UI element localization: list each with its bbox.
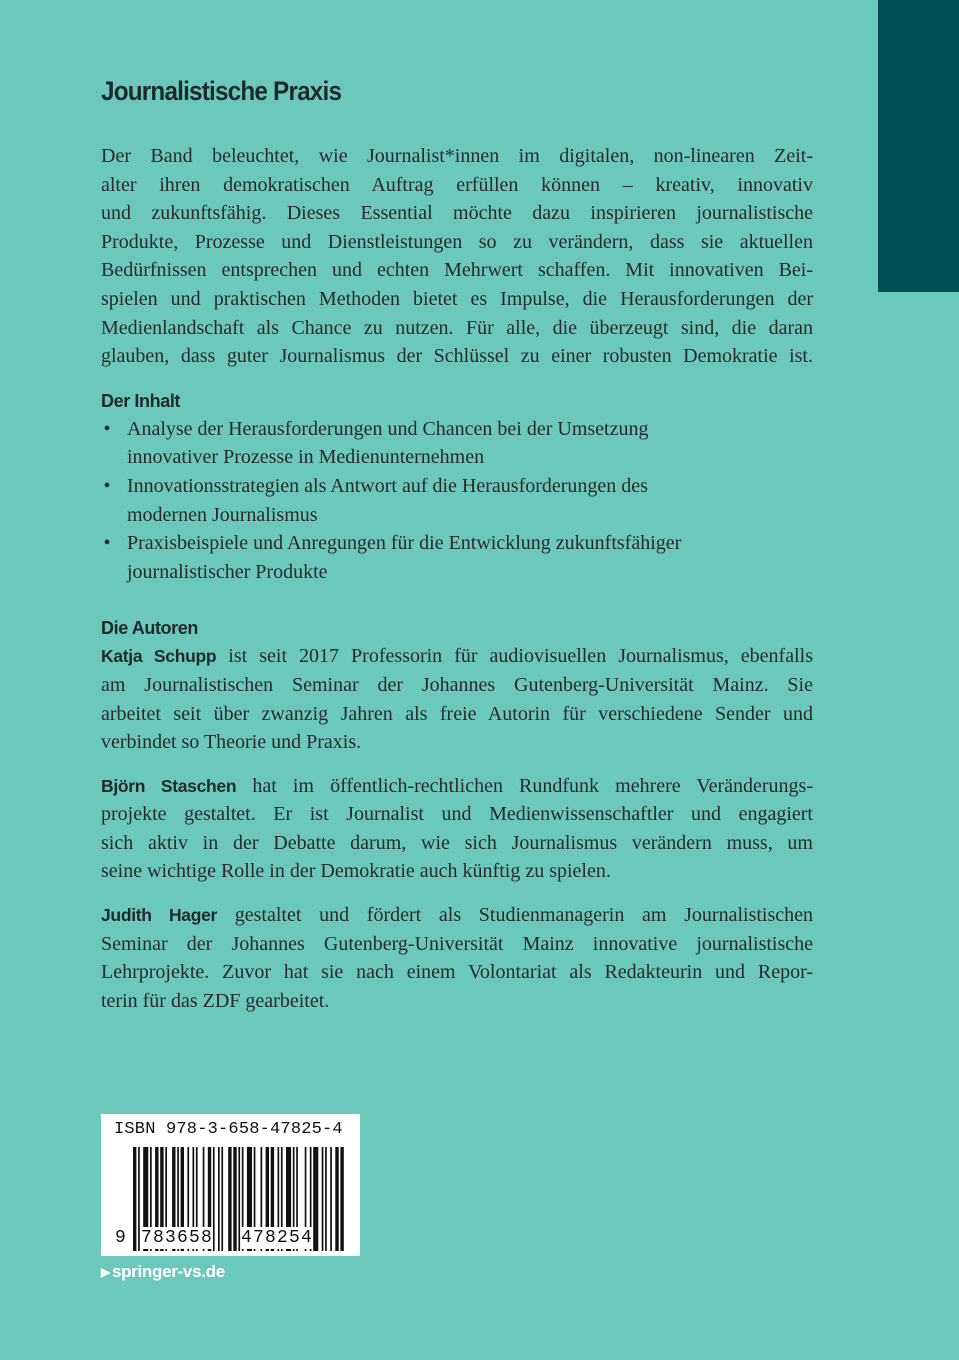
contents-heading: Der Inhalt [101, 390, 181, 411]
intro-line: Produkte, Prozesse und Dienstleistungen so zu verändern, dass sie aktuellen [101, 230, 813, 253]
barcode-digit-first: 9 [115, 1228, 128, 1248]
authors-heading: Die Autoren [101, 618, 198, 639]
author-bio-line [101, 772, 813, 801]
intro-line: Bedürfnissen entsprechen und echten Mehrwert schaffen. Mit innovativen Bei- [101, 259, 813, 282]
intro-paragraph [101, 142, 813, 371]
barcode-bar [213, 1147, 215, 1251]
barcode-bar [330, 1147, 332, 1251]
barcode-bar [238, 1147, 240, 1251]
list-item-line: innovativer Prozesse in Medienunternehmen [127, 446, 485, 469]
author-bio-line: Lehrprojekte. Zuvor hat sie nach einem Volontariat als Redakteurin und Repor- [101, 961, 813, 984]
author-name: Björn Staschen [101, 775, 237, 796]
list-item-line: Analyse der Herausforderungen und Chancen bei der Umsetzung [127, 417, 649, 440]
author-bio-line: terin für das ZDF gearbeitet. [101, 989, 330, 1012]
barcode-bar [313, 1147, 318, 1251]
intro-line: spielen und praktischen Methoden bietet es Impulse, die Herausforderungen der [101, 287, 813, 310]
author-bio-hager [101, 901, 813, 1015]
list-item [101, 472, 813, 529]
author-bio-text: gestaltet und fördert als Studienmanagerin am Journalistischen [217, 904, 814, 927]
website-text: springer-vs.de [111, 1262, 225, 1281]
barcode-bar [133, 1147, 136, 1251]
author-name: Katja Schupp [101, 646, 217, 667]
isbn-barcode [101, 1114, 360, 1256]
author-bio-line [101, 901, 813, 930]
intro-line: und zukunftsfähig. Dieses Essential möchte dazu inspirieren journalistische [101, 202, 813, 225]
contents-list [101, 415, 813, 587]
corner-color-block [878, 0, 959, 292]
author-name: Judith Hager [101, 905, 218, 926]
barcode-bar [228, 1147, 231, 1251]
list-item [101, 529, 813, 586]
intro-line: Medienlandschaft als Chance zu nutzen. Für alle, die überzeugt sind, die daran [101, 316, 813, 339]
barcode-bar [340, 1147, 343, 1251]
barcode-bar [322, 1147, 324, 1251]
list-item-line: Praxisbeispiele und Anregungen für die Entwicklung zukunftsfähiger [127, 532, 682, 555]
barcode-bar [218, 1147, 220, 1251]
list-item [101, 415, 813, 472]
intro-line: glauben, dass guter Journalismus der Schlüssel zu einer robusten Demokratie ist. [101, 345, 813, 368]
author-bio-line [101, 642, 813, 671]
bullet-icon: • [103, 417, 111, 440]
author-bio-staschen [101, 772, 813, 886]
author-bio-line: Seminar der Johannes Gutenberg-Universität Mainz innovative journalistische [101, 932, 813, 955]
barcode-digits-left: 783658 [141, 1228, 214, 1248]
barcode-digits-right: 478254 [241, 1228, 314, 1248]
author-bio-line: seine wichtige Rolle in der Demokratie auch künftig zu spielen. [101, 860, 611, 883]
barcode-bars [101, 1114, 360, 1256]
publisher-website [101, 1262, 225, 1282]
list-item-line: journalistischer Produkte [127, 560, 328, 583]
intro-line: alter ihren demokratischen Auftrag erfüllen können – kreativ, innovativ [101, 173, 813, 196]
author-bio-text: hat im öffentlich-rechtlichen Rundfunk mehrere Veränderungs- [236, 774, 813, 797]
author-bio-line: projekte gestaltet. Er ist Journalist und Medienwissenschaftler und engagiert [101, 803, 813, 826]
intro-line: Der Band beleuchtet, wie Journalist*innen im digitalen, non-linearen Zeit- [101, 145, 813, 167]
barcode-bar [138, 1147, 140, 1251]
section-spacer [101, 586, 813, 614]
author-bio-line: sich aktiv in der Debatte darum, wie sich Journalismus verändern muss, um [101, 831, 813, 854]
back-cover-content [101, 72, 813, 1030]
author-bio-line: verbindet so Theorie und Praxis. [101, 731, 362, 754]
list-item-line: modernen Journalismus [127, 503, 318, 526]
arrow-icon: ▶ [101, 1265, 110, 1279]
book-series-title: Journalistische Praxis [101, 76, 342, 106]
bullet-icon: • [103, 474, 111, 497]
barcode-bar [325, 1147, 327, 1251]
barcode-bar [221, 1147, 223, 1251]
author-bio-text: ist seit 2017 Professorin für audiovisuellen Journalismus, ebenfalls [216, 645, 813, 668]
list-item-line: Innovationsstrategien als Antwort auf die Herausforderungen des [127, 474, 648, 497]
author-bio-line: am Journalistischen Seminar der Johannes Gutenberg-Universität Mainz. Sie [101, 673, 813, 696]
barcode-bar [335, 1147, 338, 1251]
author-bio-line: arbeitet seit über zwanzig Jahren als freie Autorin für verschiedene Sender und [101, 702, 813, 725]
isbn-label: ISBN 978-3-658-47825-4 [114, 1120, 343, 1139]
author-bio-schupp [101, 642, 813, 756]
barcode-bar [233, 1147, 236, 1251]
bullet-icon: • [103, 532, 111, 555]
